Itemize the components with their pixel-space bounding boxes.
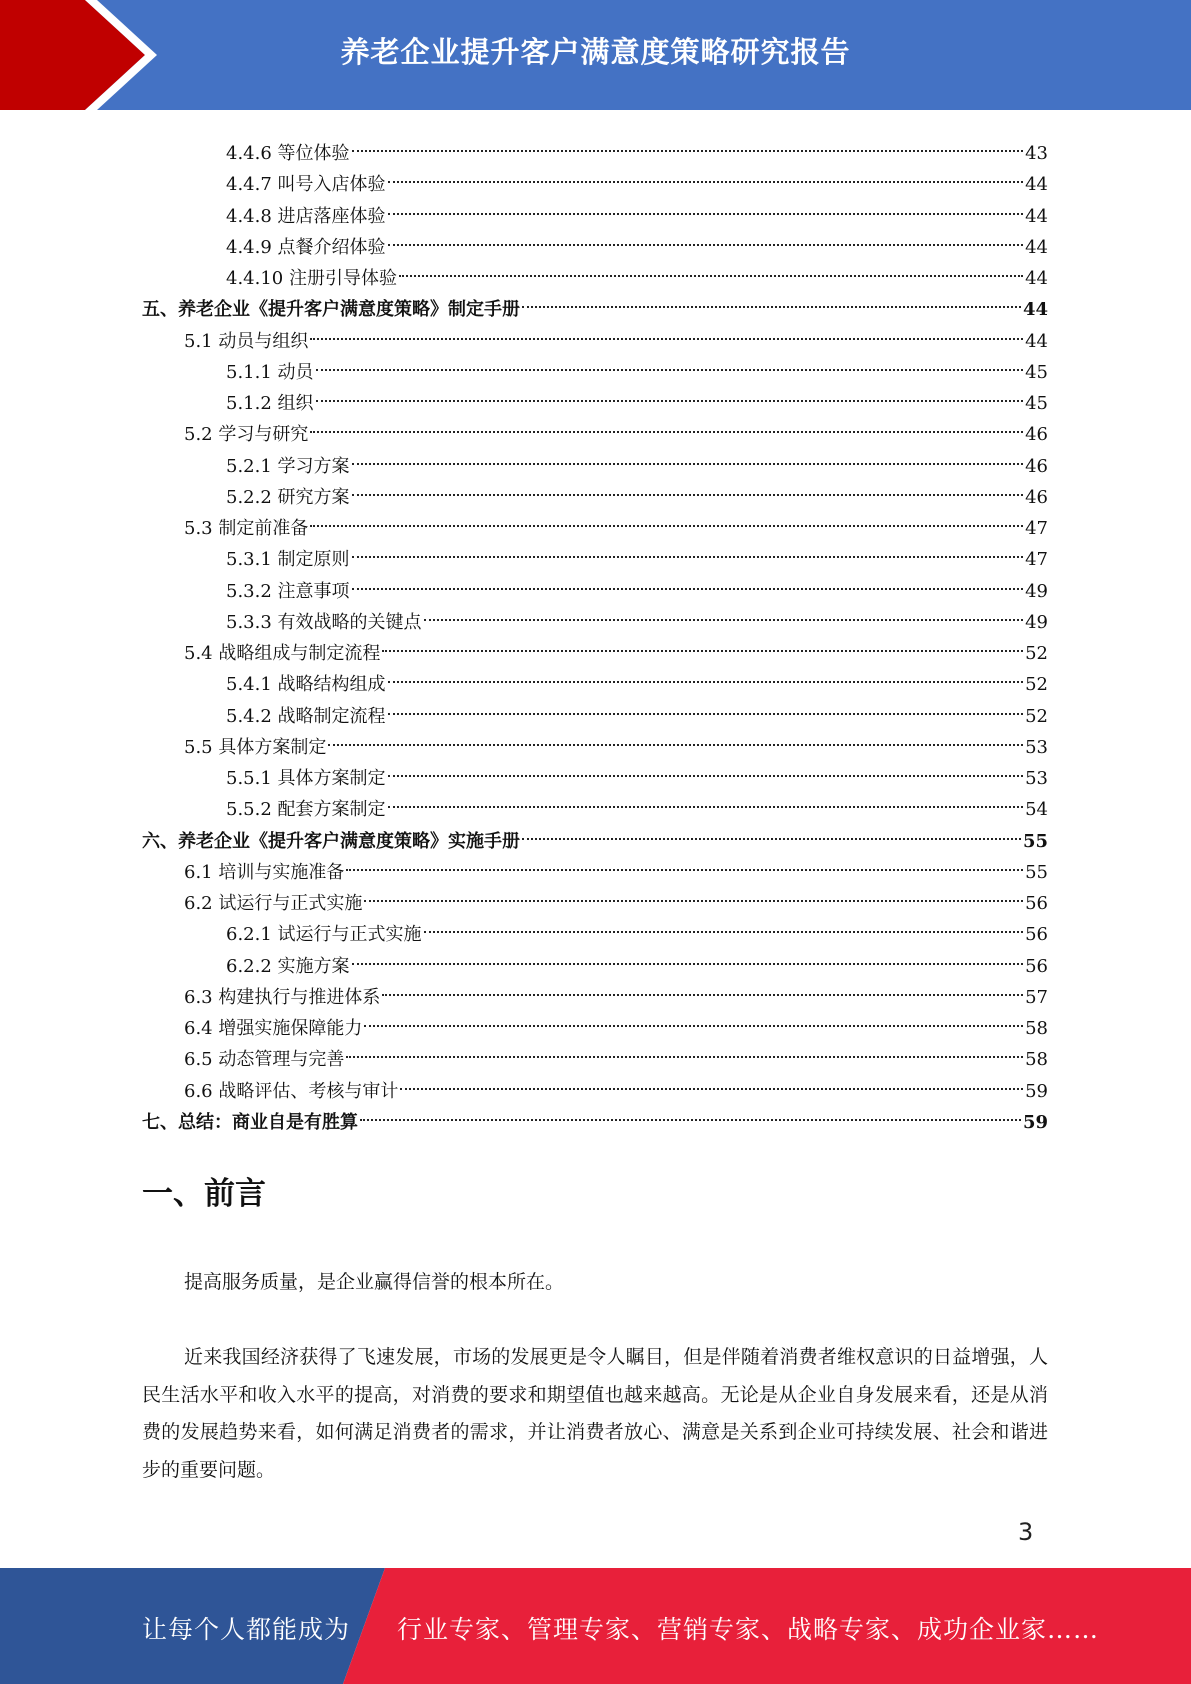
toc-entry-label: 5.2.2 研究方案 xyxy=(226,486,350,508)
footer-slogan-left: 让每个人都能成为 xyxy=(142,1615,351,1644)
toc-entry-label: 4.4.8 进店落座体验 xyxy=(226,205,386,227)
toc-dot-leader xyxy=(388,753,1024,784)
toc-entry-page-number: 49 xyxy=(1025,580,1048,602)
toc-dot-leader xyxy=(400,1066,1023,1097)
page-header xyxy=(0,0,1191,110)
toc-dot-leader xyxy=(346,1034,1023,1065)
table-of-contents xyxy=(142,128,1048,1133)
toc-entry-label: 6.5 动态管理与完善 xyxy=(184,1049,345,1071)
toc-entry-page-number: 44 xyxy=(1025,268,1048,289)
toc-dot-leader xyxy=(310,503,1023,534)
toc-entry-label: 5.3.3 有效战略的关键点 xyxy=(226,611,422,633)
toc-entry-page-number: 43 xyxy=(1025,143,1048,164)
toc-entry-page-number: 52 xyxy=(1025,643,1048,664)
footer-slogan-right: 行业专家、管理专家、营销专家、战略专家、成功企业家…… xyxy=(397,1615,1100,1644)
toc-entry-page-number: 44 xyxy=(1025,205,1048,227)
toc-entry-page-number: 56 xyxy=(1025,893,1048,914)
toc-dot-leader xyxy=(424,909,1024,940)
toc-dot-leader xyxy=(522,284,1021,315)
toc-entry-page-number: 44 xyxy=(1025,330,1048,352)
toc-dot-leader xyxy=(382,628,1023,659)
toc-dot-leader xyxy=(388,659,1024,690)
toc-dot-leader xyxy=(388,191,1024,222)
toc-entry-label: 6.2 试运行与正式实施 xyxy=(184,893,363,914)
toc-entry-label: 5.2.1 学习方案 xyxy=(226,455,350,477)
toc-entry-page-number: 47 xyxy=(1025,518,1048,539)
toc-entry-label: 4.4.10 注册引导体验 xyxy=(226,268,397,289)
toc-entry-label: 5.3 制定前准备 xyxy=(184,518,309,539)
toc-dot-leader xyxy=(522,816,1021,847)
toc-entry-label: 5.1 动员与组织 xyxy=(184,330,309,352)
toc-entry-label: 五、养老企业《提升客户满意度策略》制定手册 xyxy=(142,299,520,321)
toc-entry-label: 6.3 构建执行与推进体系 xyxy=(184,986,381,1008)
toc-entry-page-number: 53 xyxy=(1025,768,1048,789)
toc-entry-page-number: 53 xyxy=(1025,736,1048,758)
toc-entry-label: 6.2.1 试运行与正式实施 xyxy=(226,924,422,946)
toc-dot-leader xyxy=(388,159,1024,190)
toc-dot-leader xyxy=(310,409,1023,440)
toc-dot-leader xyxy=(352,534,1024,565)
toc-entry-label: 5.5 具体方案制定 xyxy=(184,736,327,758)
toc-entry-page-number: 59 xyxy=(1022,1111,1048,1133)
toc-entry-page-number: 56 xyxy=(1025,955,1048,977)
toc-entry-page-number: 44 xyxy=(1025,174,1048,196)
toc-entry-page-number: 52 xyxy=(1025,674,1048,696)
toc-entry-label: 5.4 战略组成与制定流程 xyxy=(184,643,381,664)
page-number: 3 xyxy=(1018,1518,1034,1546)
toc-entry-label: 5.1.1 动员 xyxy=(226,361,314,383)
toc-entry-page-number: 46 xyxy=(1025,424,1048,446)
toc-entry-page-number: 45 xyxy=(1025,361,1048,383)
toc-entry-page-number: 56 xyxy=(1025,924,1048,946)
toc-entry-page-number: 46 xyxy=(1025,455,1048,477)
toc-entry-label: 5.3.2 注意事项 xyxy=(226,580,350,602)
toc-dot-leader xyxy=(388,222,1024,253)
toc-entry-label: 5.4.2 战略制定流程 xyxy=(226,705,386,727)
toc-dot-leader xyxy=(310,316,1023,347)
toc-entry-label: 4.4.7 叫号入店体验 xyxy=(226,174,386,196)
toc-entry-label: 4.4.6 等位体验 xyxy=(226,143,350,164)
toc-entry-page-number: 59 xyxy=(1025,1080,1048,1102)
page-footer xyxy=(0,1568,1191,1684)
toc-entry-label: 六、养老企业《提升客户满意度策略》实施手册 xyxy=(142,830,520,852)
toc-entry-label: 6.6 战略评估、考核与审计 xyxy=(184,1080,399,1102)
toc-dot-leader xyxy=(360,1097,1021,1128)
toc-dot-leader xyxy=(388,784,1024,815)
section-heading: 一、前言 xyxy=(142,1176,266,1212)
toc-entry-label: 6.4 增强实施保障能力 xyxy=(184,1018,363,1039)
toc-dot-leader xyxy=(352,472,1024,503)
toc-entry-label: 5.3.1 制定原则 xyxy=(226,549,350,571)
toc-entry-page-number: 54 xyxy=(1025,799,1048,821)
toc-entry-page-number: 49 xyxy=(1025,611,1048,633)
toc-dot-leader xyxy=(382,972,1023,1003)
toc-entry-page-number: 46 xyxy=(1025,486,1048,508)
toc-dot-leader xyxy=(364,878,1023,909)
toc-entry-label: 5.5.2 配套方案制定 xyxy=(226,799,386,821)
toc-entry-label: 5.5.1 具体方案制定 xyxy=(226,768,386,789)
toc-dot-leader xyxy=(352,128,1024,159)
toc-entry-page-number: 52 xyxy=(1025,705,1048,727)
toc-entry-page-number: 44 xyxy=(1022,299,1048,321)
toc-entry-page-number: 55 xyxy=(1025,861,1048,883)
toc-entry-label: 6.1 培训与实施准备 xyxy=(184,861,345,883)
toc-entry-label: 5.4.1 战略结构组成 xyxy=(226,674,386,696)
toc-entry[interactable] xyxy=(142,128,1048,164)
toc-dot-leader xyxy=(352,941,1024,972)
toc-entry-label: 5.2 学习与研究 xyxy=(184,424,309,446)
toc-dot-leader xyxy=(352,441,1024,472)
toc-entry-page-number: 45 xyxy=(1025,393,1048,414)
toc-entry-page-number: 58 xyxy=(1025,1018,1048,1039)
toc-dot-leader xyxy=(346,847,1023,878)
intro-paragraph-2: 近来我国经济获得了飞速发展，市场的发展更是令人瞩目，但是伴随着消费者维权意识的日益增强，人民生活水平和收入水平的提高，对消费的要求和期望值也越来越高。无论是从企业自身发展来看，还是从消费的发展趋势来看，如何满足消费者的需求，并让消费者放心、满意是关系到企业可持续发展、社会和谐进步的重要问题。 xyxy=(142,1346,1048,1481)
toc-entry-label: 4.4.9 点餐介绍体验 xyxy=(226,236,386,258)
toc-dot-leader xyxy=(316,378,1024,409)
toc-entry-page-number: 57 xyxy=(1025,986,1048,1008)
toc-dot-leader xyxy=(399,253,1023,284)
report-title: 养老企业提升客户满意度策略研究报告 xyxy=(340,35,851,69)
toc-entry-label: 七、总结：商业自是有胜算 xyxy=(142,1111,358,1133)
toc-entry-label: 5.1.2 组织 xyxy=(226,393,314,414)
toc-dot-leader xyxy=(316,347,1024,378)
toc-entry-page-number: 44 xyxy=(1025,236,1048,258)
intro-paragraph-1: 提高服务质量，是企业赢得信誉的根本所在。 xyxy=(184,1271,565,1293)
toc-dot-leader xyxy=(328,722,1023,753)
toc-dot-leader xyxy=(388,691,1024,722)
toc-entry-page-number: 55 xyxy=(1022,830,1048,852)
toc-entry-page-number: 58 xyxy=(1025,1049,1048,1071)
toc-dot-leader xyxy=(364,1003,1023,1034)
toc-dot-leader xyxy=(352,566,1024,597)
toc-entry-label: 6.2.2 实施方案 xyxy=(226,955,350,977)
toc-entry-page-number: 47 xyxy=(1025,549,1048,571)
toc-dot-leader xyxy=(424,597,1024,628)
